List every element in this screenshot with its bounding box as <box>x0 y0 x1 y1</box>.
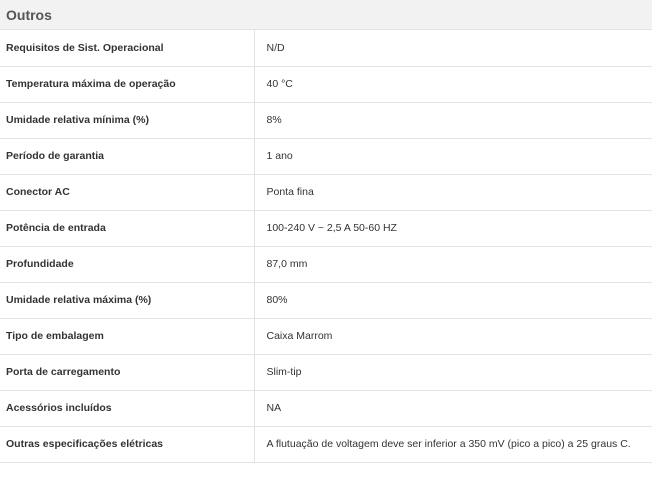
table-row <box>0 426 652 462</box>
spec-value: 1 ano <box>254 138 652 174</box>
spec-value: 40 °C <box>254 66 652 102</box>
spec-value: 87,0 mm <box>254 246 652 282</box>
spec-label: Porta de carregamento <box>0 354 254 390</box>
specs-table <box>0 30 652 463</box>
spec-label: Requisitos de Sist. Operacional <box>0 30 254 66</box>
spec-value: N/D <box>254 30 652 66</box>
spec-value: 80% <box>254 282 652 318</box>
spec-label: Umidade relativa máxima (%) <box>0 282 254 318</box>
spec-value: Slim-tip <box>254 354 652 390</box>
spec-label: Temperatura máxima de operação <box>0 66 254 102</box>
spec-value: Ponta fina <box>254 174 652 210</box>
table-row <box>0 282 652 318</box>
spec-value: 100-240 V ~ 2,5 A 50-60 HZ <box>254 210 652 246</box>
table-row <box>0 354 652 390</box>
spec-label: Profundidade <box>0 246 254 282</box>
table-row <box>0 66 652 102</box>
table-row <box>0 30 652 66</box>
spec-value: A flutuação de voltagem deve ser inferior a 350 mV (pico a pico) a 25 graus C. <box>254 426 652 462</box>
table-row <box>0 246 652 282</box>
table-row <box>0 318 652 354</box>
table-row <box>0 174 652 210</box>
table-row <box>0 138 652 174</box>
spec-label: Umidade relativa mínima (%) <box>0 102 254 138</box>
table-row <box>0 390 652 426</box>
spec-label: Outras especificações elétricas <box>0 426 254 462</box>
table-row <box>0 210 652 246</box>
spec-label: Tipo de embalagem <box>0 318 254 354</box>
spec-label: Potência de entrada <box>0 210 254 246</box>
section-title: Outros <box>0 0 652 30</box>
spec-value: 8% <box>254 102 652 138</box>
table-row <box>0 102 652 138</box>
spec-label: Período de garantia <box>0 138 254 174</box>
spec-label: Conector AC <box>0 174 254 210</box>
spec-value: NA <box>254 390 652 426</box>
spec-label: Acessórios incluídos <box>0 390 254 426</box>
spec-value: Caixa Marrom <box>254 318 652 354</box>
